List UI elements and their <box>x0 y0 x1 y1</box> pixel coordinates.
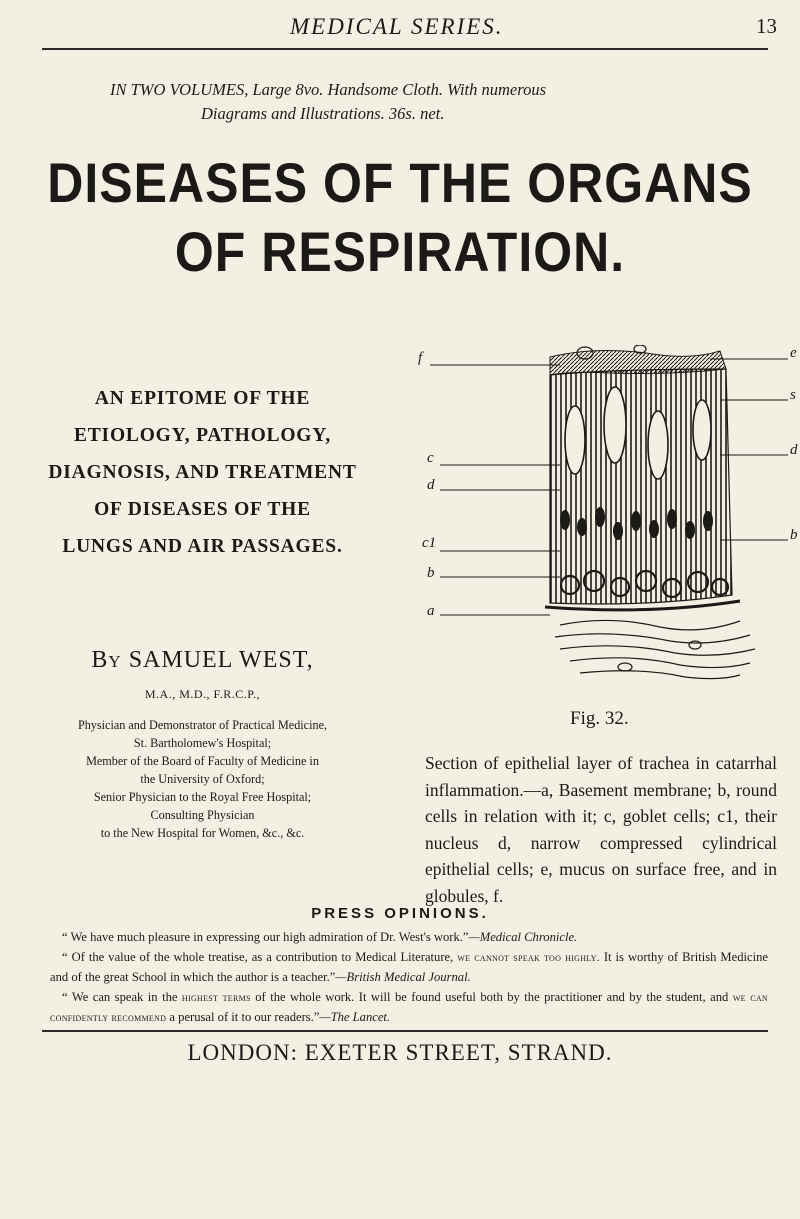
page-number: 13 <box>756 14 777 38</box>
book-subtitle <box>30 380 375 565</box>
footer-rule <box>42 1030 768 1032</box>
credential-line: St. Bartholomew's Hospital; <box>133 736 272 750</box>
author-by: By <box>91 647 122 673</box>
credential-line: the University of Oxford; <box>140 772 265 786</box>
label-c1: c1 <box>422 535 437 551</box>
label-s: s <box>790 387 796 403</box>
label-c: c <box>427 450 434 466</box>
quote-source: —Medical Chronicle. <box>468 930 578 944</box>
edition-line-2: Diagrams and Illustrations. 36s. net. <box>201 104 445 123</box>
quote-emphasis: we can confidently recommend <box>50 991 769 1024</box>
subtitle-line: AN EPITOME OF THE <box>94 388 311 409</box>
quote-emphasis: highest terms <box>181 991 251 1004</box>
subtitle-line: LUNGS AND AIR PASSAGES. <box>62 536 343 557</box>
credential-line: Physician and Demonstrator of Practical Medicine, <box>77 718 328 732</box>
credential-line: Senior Physician to the Royal Free Hospital; <box>93 790 312 804</box>
book-title <box>40 148 760 287</box>
label-d-right: d <box>790 442 798 458</box>
quote-source: —British Medical Journal. <box>335 970 471 984</box>
author-name: SAMUEL WEST, <box>128 647 314 673</box>
press-quote <box>50 988 768 1029</box>
credential-line: Member of the Board of Faculty of Medicine in <box>86 754 319 768</box>
credential-line: to the New Hospital for Women, &c., &c. <box>100 826 305 840</box>
book-title-line-2: OF RESPIRATION. <box>174 220 626 284</box>
running-head <box>0 10 800 44</box>
press-opinions-heading: PRESS OPINIONS. <box>311 905 489 922</box>
series-title: MEDICAL SERIES. <box>290 14 504 39</box>
quote-text: “ We have much pleasure in expressing our high admiration of Dr. West's work.” <box>62 930 469 944</box>
epithelium-illustration <box>410 345 800 705</box>
press-quotes <box>50 928 768 1029</box>
label-a: a <box>427 603 435 619</box>
subtitle-line: DIAGNOSIS, AND TREATMENT <box>48 462 357 483</box>
book-title-line-1: DISEASES OF THE ORGANS <box>47 151 753 215</box>
label-b-left: b <box>427 565 435 581</box>
subtitle-line: ETIOLOGY, PATHOLOGY, <box>73 425 332 446</box>
press-quote <box>50 928 768 948</box>
press-quote <box>50 948 768 988</box>
publisher-imprint: LONDON: EXETER STREET, STRAND. <box>187 1040 613 1065</box>
label-e: e <box>790 345 797 361</box>
credential-line: Consulting Physician <box>150 808 255 822</box>
figure-caption: Section of epithelial layer of trachea in catarrhal inflammation.—a, Basement membrane; b, round cells in relation with it; c, goblet cells; c1, their nucleus d, narrow compressed cylindrical epithelial cells; e, mucus on surface free, and in globules, f. <box>425 753 777 906</box>
subtitle-line: OF DISEASES OF THE <box>94 499 311 520</box>
edition-details <box>60 78 760 126</box>
quote-text: of the whole work. It will be found useful both by the practitioner and by the student, and <box>255 989 729 1004</box>
trachea-section-figure <box>410 345 800 745</box>
author-credentials <box>30 716 375 842</box>
quote-source: —The Lancet. <box>319 1010 391 1024</box>
quote-text: “ We can speak in the <box>62 989 178 1004</box>
edition-line-1: IN TWO VOLUMES, Large 8vo. Handsome Cloth. With numerous <box>110 80 546 99</box>
label-b-right: b <box>790 527 798 543</box>
figure-number: Fig. 32. <box>570 708 629 729</box>
quote-text: It is worthy of British Medicine and of the great School in which the author is a teacher.” <box>50 949 768 984</box>
quote-emphasis: we cannot speak too highly. <box>457 951 600 964</box>
quote-text: a perusal of it to our readers.” <box>169 1010 320 1024</box>
author-degrees: M.A., M.D., F.R.C.P., <box>144 687 261 701</box>
quote-text: “ Of the value of the whole treatise, as a contribution to Medical Literature, <box>62 949 454 964</box>
header-rule <box>42 48 768 50</box>
label-d-left: d <box>427 477 435 493</box>
author-line <box>30 647 375 674</box>
label-f: f <box>418 350 423 366</box>
